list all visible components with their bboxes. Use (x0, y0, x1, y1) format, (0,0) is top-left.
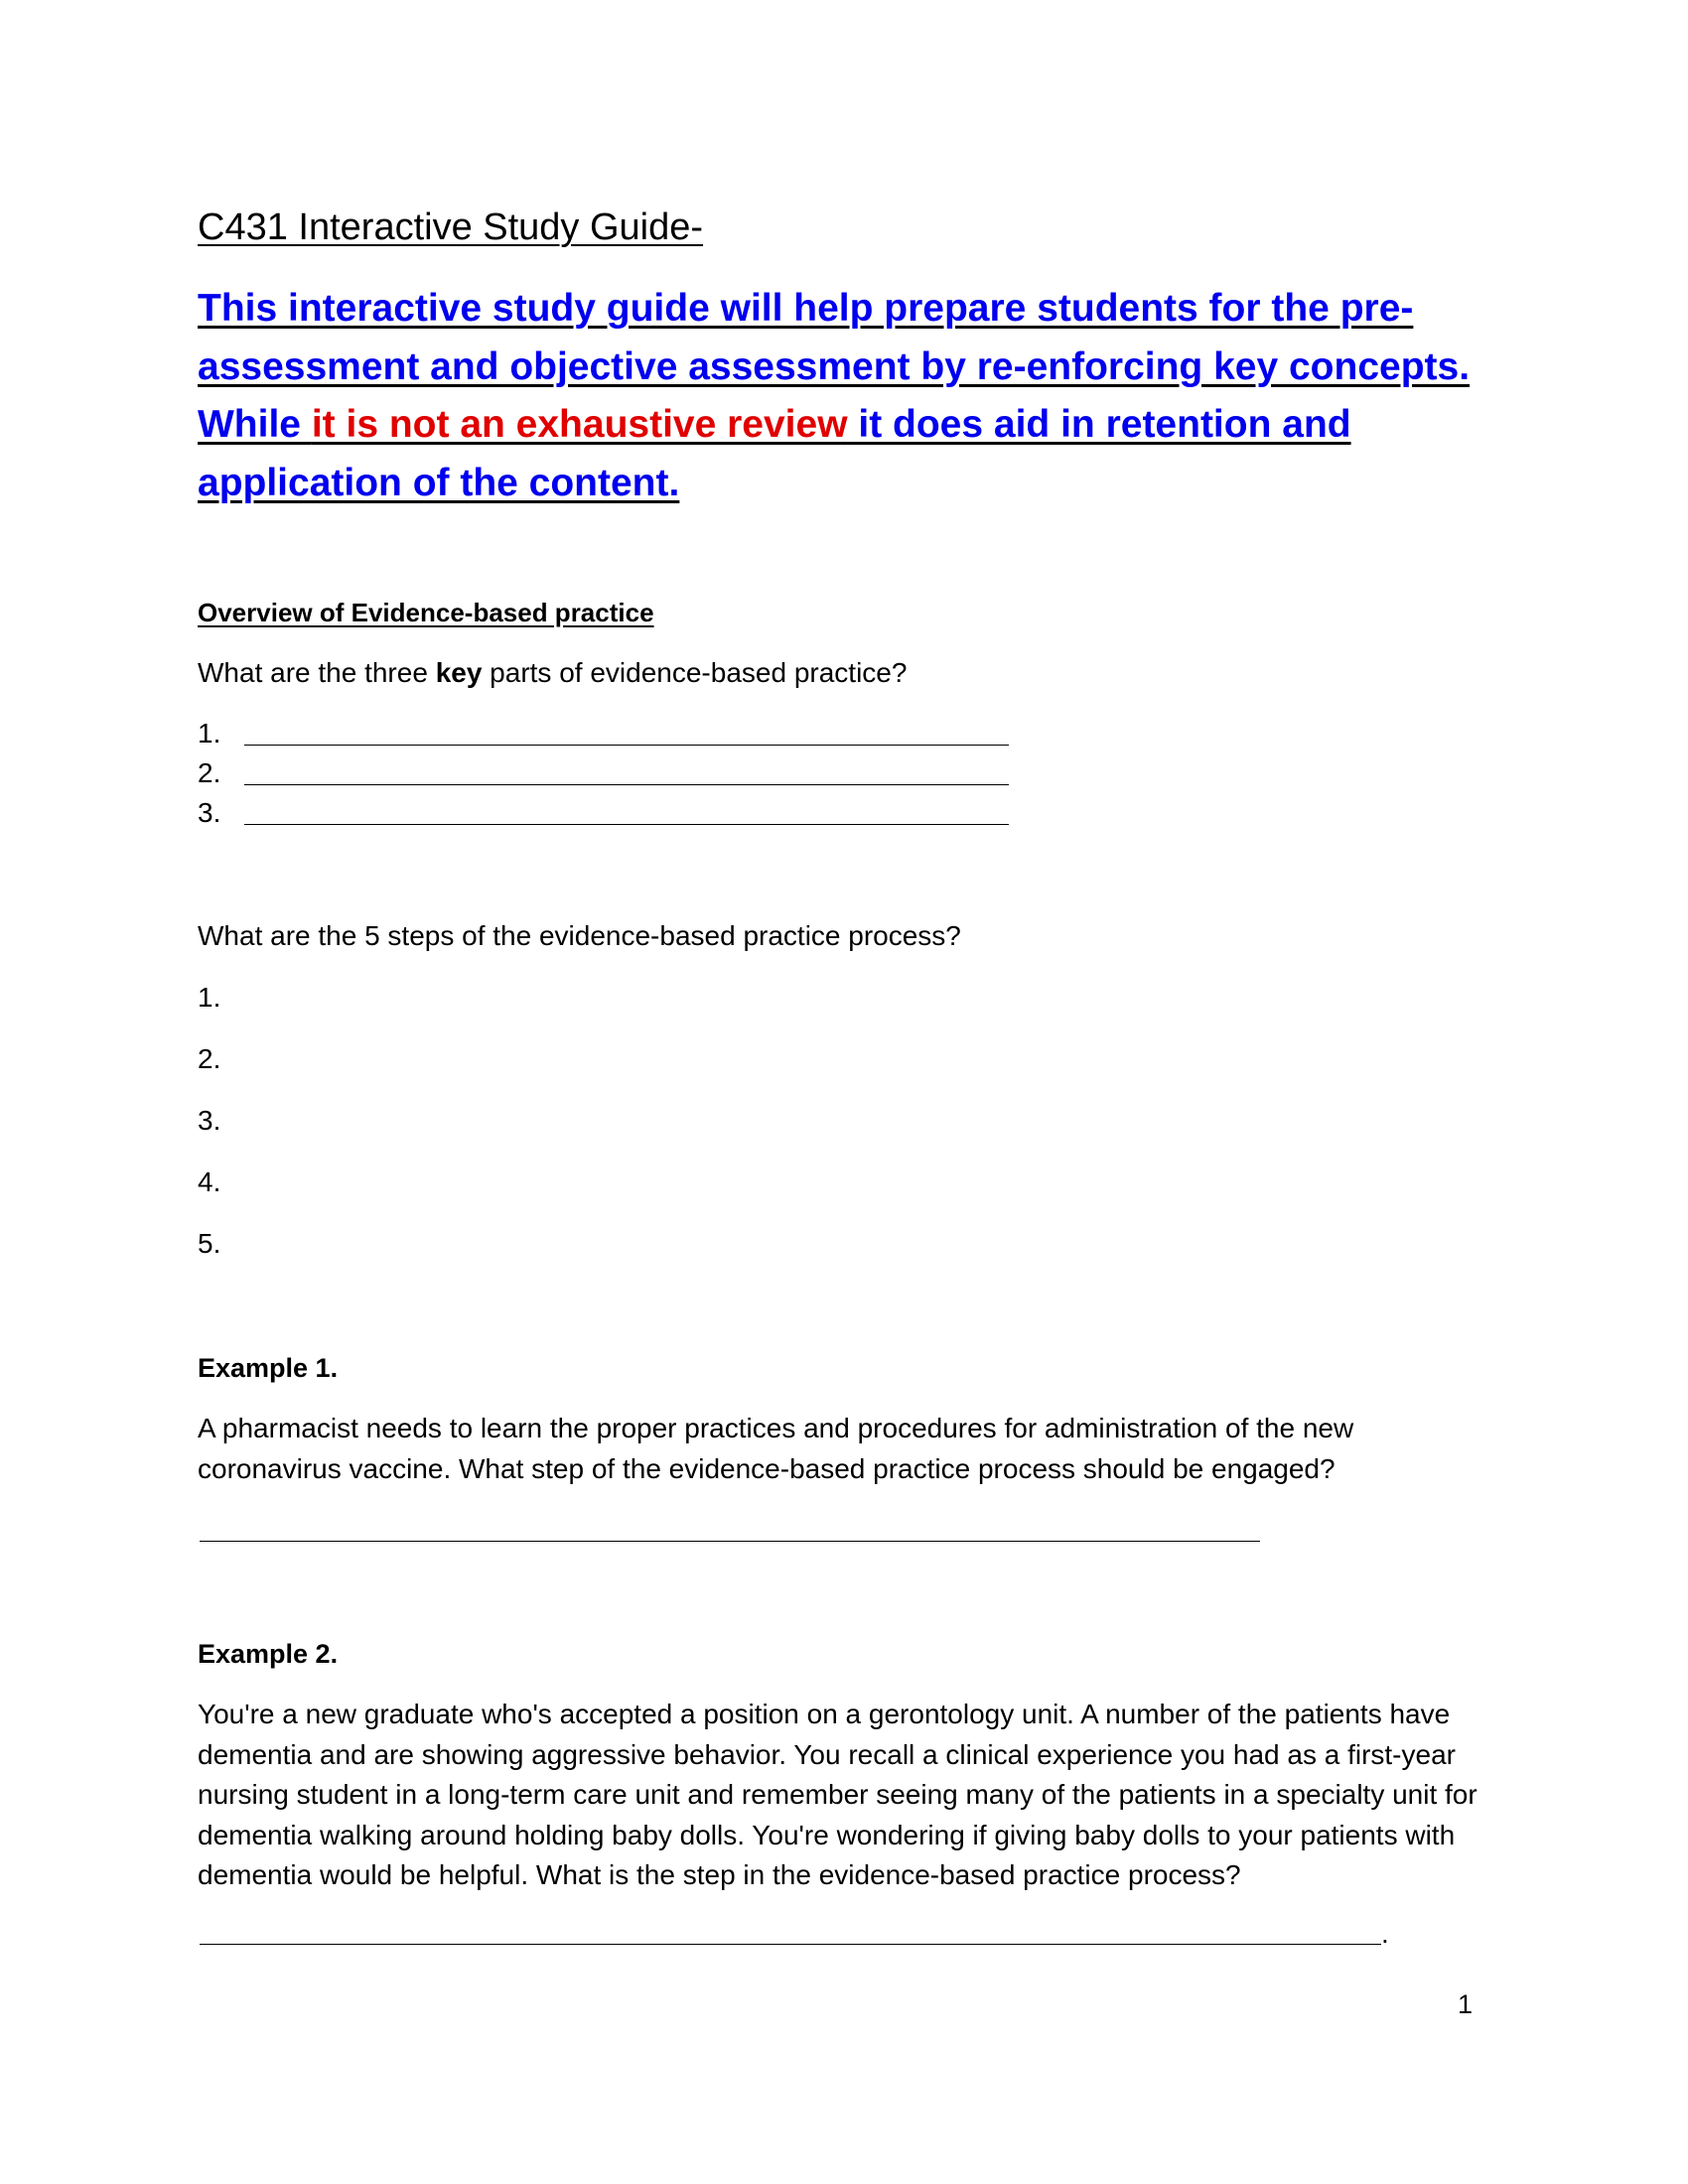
answer-number-2: 2. (198, 757, 221, 788)
step-number-1: 1. (198, 982, 221, 1013)
example-2-label: Example 2. (198, 1639, 339, 1669)
answer-number-1: 1. (198, 718, 221, 749)
question-three-parts-key-word: key (435, 657, 483, 688)
section-heading: Overview of Evidence-based practice (198, 598, 654, 627)
intro-highlight: it is not an exhaustive review (311, 403, 848, 446)
example-1-text: A pharmacist needs to learn the proper practices and procedures for administration of the new coronavirus vaccine. What step of the evidence-based practice process should be engaged? (198, 1413, 1354, 1484)
question-three-parts (198, 657, 907, 689)
step-number-3: 3. (198, 1105, 221, 1136)
answer-number-3: 3. (198, 797, 221, 828)
example-2-answer-blank[interactable] (200, 1944, 1381, 1945)
example-1-label: Example 1. (198, 1353, 339, 1383)
example-2-answer-period: . (1381, 1918, 1389, 1949)
step-number-5: 5. (198, 1228, 221, 1259)
question-five-steps: What are the 5 steps of the evidence-based practice process? (198, 920, 961, 951)
document-title: C431 Interactive Study Guide- (198, 206, 704, 248)
question-three-parts-text-after: parts of evidence-based practice? (482, 657, 908, 688)
intro-paragraph (198, 280, 1518, 512)
answer-blank-2[interactable] (244, 784, 1009, 785)
answer-blank-3[interactable] (244, 824, 1009, 825)
step-number-2: 2. (198, 1043, 221, 1074)
answer-blank-1[interactable] (244, 745, 1009, 746)
question-three-parts-text-before: What are the three (198, 657, 436, 688)
intro-text-part2: it does aid in retention and application of the content. (198, 403, 1351, 504)
example-2-text: You're a new graduate who's accepted a position on a gerontology unit. A number of the patients have dementia and are showing aggressive behavior. You recall a clinical experience you had as a first-year nursing student in a long-term care unit and remember seeing many of the patients in a specialty unit for dementia walking around holding baby dolls. You're wondering if giving baby dolls to your patients with dementia would be helpful. What is the step in the evidence-based practice process? (198, 1699, 1477, 1891)
example-1-answer-blank[interactable] (200, 1541, 1260, 1542)
page-number: 1 (1458, 1989, 1474, 2019)
intro-text-part1: This interactive study guide will help prepare students for the pre-assessment and objective assessment by re-enforcing key concepts. While (198, 287, 1471, 446)
step-number-4: 4. (198, 1166, 221, 1197)
